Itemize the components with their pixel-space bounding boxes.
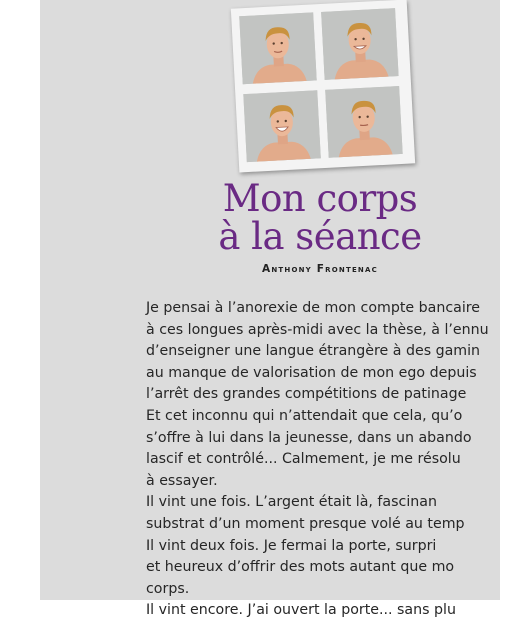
body-line: à ces longues après-midi avec la thèse, à l’ennu (146, 321, 489, 338)
body-line: Il vint une fois. L’argent était là, fascinan (146, 494, 437, 511)
portrait-photo-icon (239, 12, 316, 84)
portrait-photo-icon (243, 90, 320, 162)
article-author: Anthony Frontenac (262, 263, 378, 275)
body-line: au manque de valorisation de mon ego depuis (146, 364, 477, 381)
body-line: Et cet inconnu qui n’attendait que cela, qu’o (146, 407, 463, 424)
magazine-page (40, 0, 500, 619)
body-line: Il vint deux fois. Je fermai la porte, surpri (146, 537, 437, 554)
body-line: d’enseigner une langue étrangère à des gamin (146, 343, 481, 360)
body-line: l’arrêt des grandes compétitions de patinage (146, 386, 467, 403)
photo-booth-strip (231, 0, 415, 172)
portrait-photo-icon (321, 8, 398, 80)
body-line: à essayer. (146, 472, 218, 489)
body-line: et heureux d’offrir des mots autant que mo (146, 559, 455, 576)
body-line: Je pensai à l’anorexie de mon compte bancaire (146, 300, 481, 316)
portrait-photo-icon (325, 86, 402, 158)
article-body (146, 298, 526, 622)
body-line: corps. (146, 580, 190, 597)
body-line: Il vint encore. J’ai ouvert la porte... sans plu (146, 602, 456, 619)
article-title (190, 177, 450, 258)
article-title-line-2: à la séance (218, 215, 422, 258)
body-line: s’offre à lui dans la jeunesse, dans un abando (146, 429, 472, 446)
body-line: lascif et contrôlé... Calmement, je me résolu (146, 451, 461, 468)
article-title-line-1: Mon corps (222, 177, 418, 220)
body-line: substrat d’un moment presque volé au temp (146, 515, 465, 532)
